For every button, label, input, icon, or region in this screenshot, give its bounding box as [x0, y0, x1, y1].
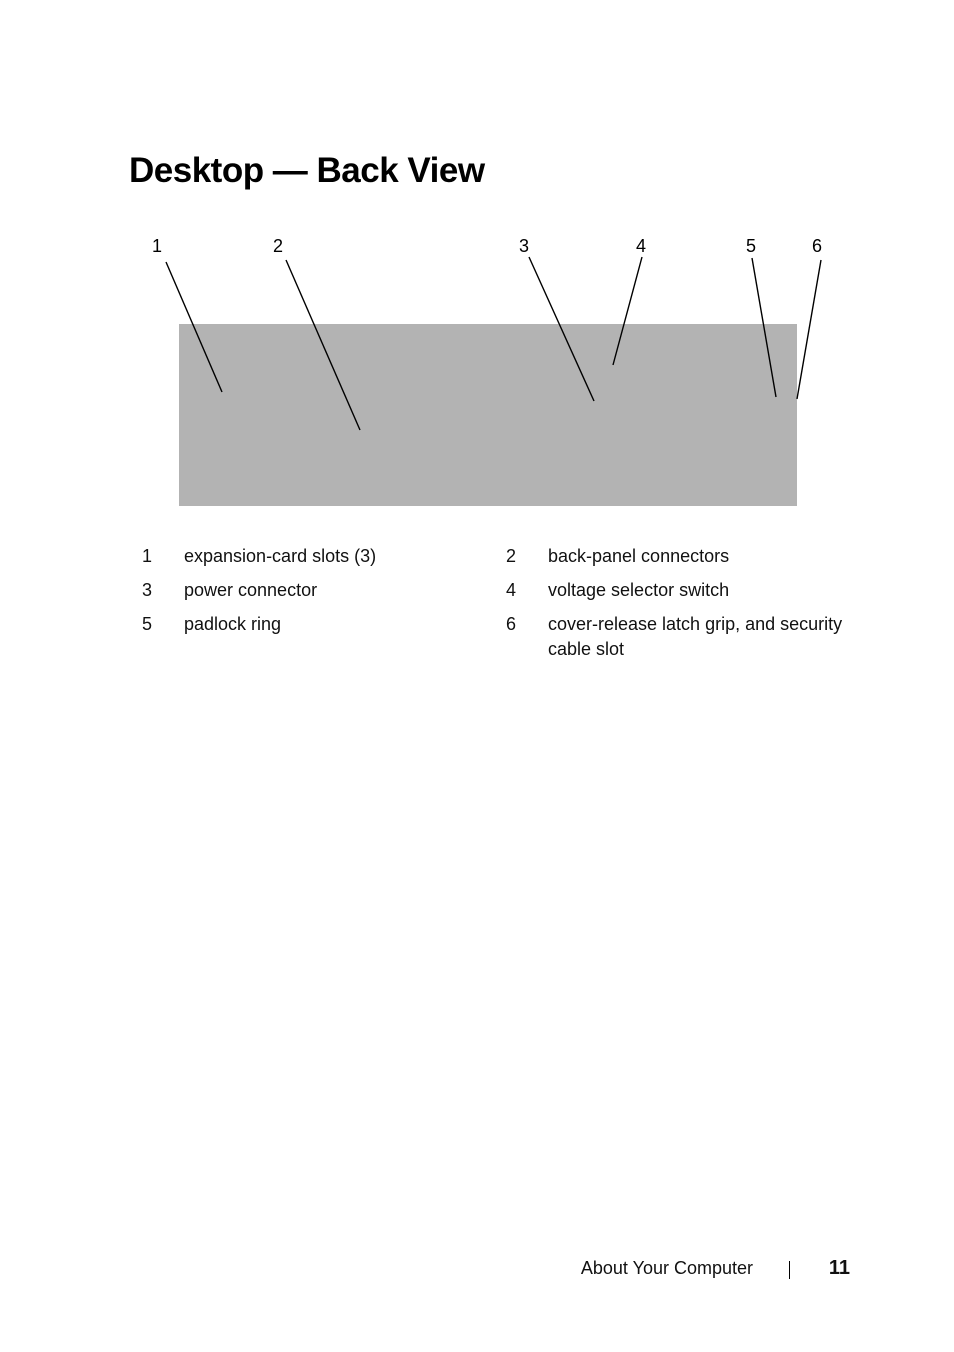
callout-number-5: 5 — [746, 236, 757, 256]
legend-label: padlock ring — [184, 614, 282, 634]
legend-row — [142, 544, 862, 578]
page-footer — [0, 1253, 954, 1283]
legend-number: 6 — [506, 614, 517, 634]
callout-number-3: 3 — [519, 236, 530, 256]
page-title: Desktop — Back View — [129, 151, 485, 190]
legend-label: expansion-card slots (3) — [184, 546, 377, 566]
legend-label: cover-release latch grip, and security cable slot — [548, 614, 843, 659]
legend-number: 2 — [506, 546, 517, 566]
callout-number-6: 6 — [812, 236, 823, 256]
legend-label: voltage selector switch — [548, 580, 730, 600]
callout-number-1: 1 — [152, 236, 163, 256]
callout-number-4: 4 — [636, 236, 647, 256]
legend-label: back-panel connectors — [548, 546, 730, 566]
legend-number: 4 — [506, 580, 517, 600]
callout-line-6 — [797, 260, 821, 399]
legend-number: 1 — [142, 546, 153, 566]
legend-number: 3 — [142, 580, 153, 600]
back-view-diagram — [0, 0, 954, 520]
page-number: 11 — [828, 1257, 850, 1279]
callout-legend — [142, 544, 862, 672]
legend-row — [142, 612, 862, 672]
footer-divider — [789, 1261, 790, 1279]
legend-row — [142, 578, 862, 612]
legend-label: power connector — [184, 580, 318, 600]
back-view-figure — [0, 0, 954, 520]
legend-number: 5 — [142, 614, 153, 634]
footer-section-title: About Your Computer — [580, 1258, 753, 1278]
callout-number-2: 2 — [273, 236, 284, 256]
computer-back-panel-image — [179, 324, 797, 506]
